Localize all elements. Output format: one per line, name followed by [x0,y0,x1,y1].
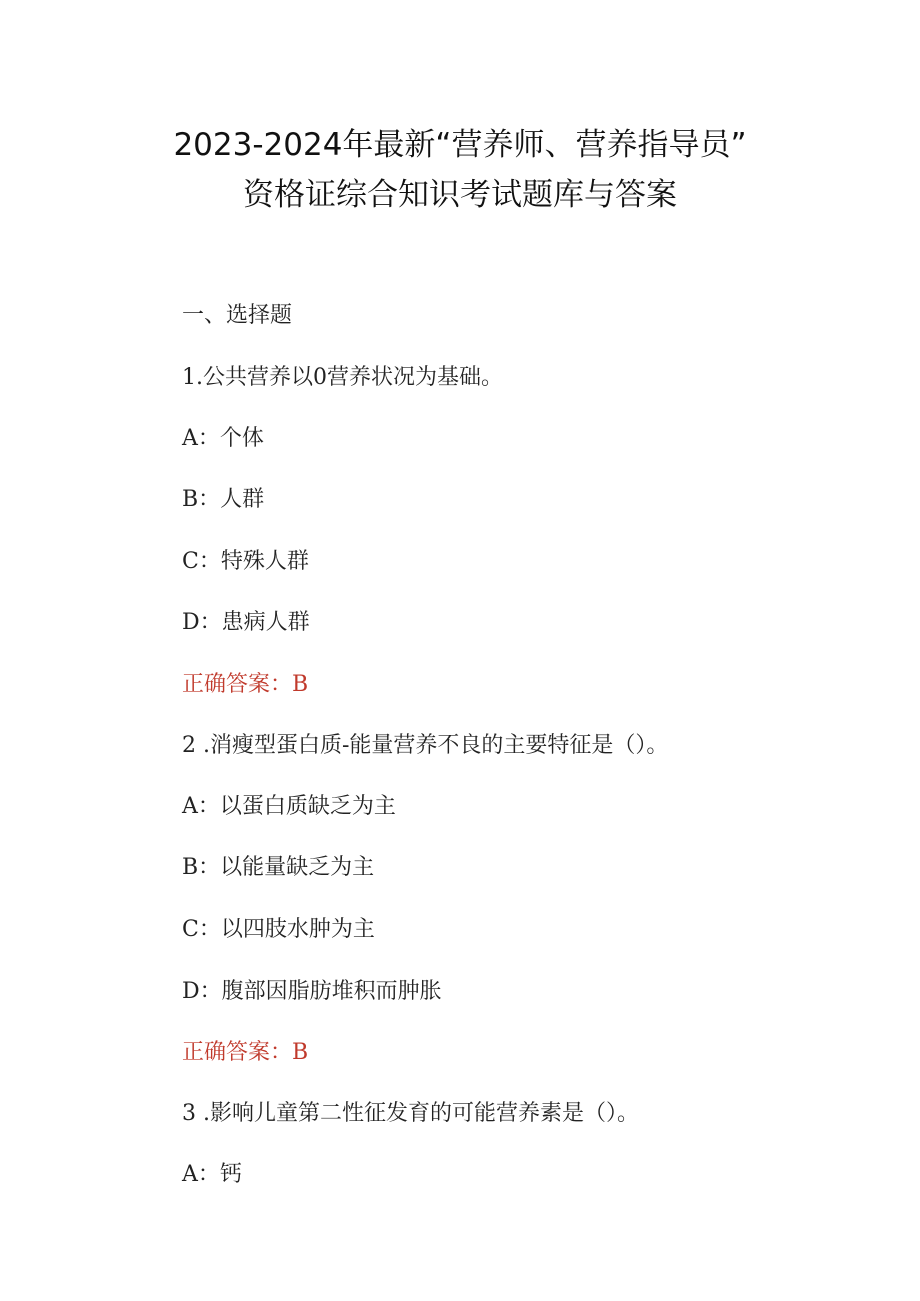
question-1-stem: 1.公共营养以0营养状况为基础。 [182,365,503,390]
question-2-option-b: B：以能量缺乏为主 [182,855,375,880]
question-1-option-d: D：患病人群 [182,610,310,635]
question-1-option-c: C：特殊人群 [182,549,309,574]
document-title-line-2: 资格证综合知识考试题库与答案 [243,177,677,213]
question-1-option-b: B：人群 [182,487,265,512]
section-heading: 一、选择题 [182,303,293,328]
question-1-answer: 正确答案：B [182,672,309,697]
question-2-stem: 2 .消瘦型蛋白质-能量营养不良的主要特征是（）。 [182,733,669,758]
question-2-option-a: A：以蛋白质缺乏为主 [182,794,396,819]
question-2-option-d: D：腹部因脂肪堆积而肿胀 [182,979,442,1004]
question-3-stem: 3 .影响儿童第二性征发育的可能营养素是（）。 [182,1101,639,1126]
question-3-option-a: A：钙 [182,1162,242,1187]
question-2-option-c: C：以四肢水肿为主 [182,917,375,942]
question-2-answer: 正确答案：B [182,1040,309,1065]
question-1-option-a: A：个体 [182,426,264,451]
document-title-line-1: 2023-2024年最新“营养师、营养指导员” [173,127,747,163]
